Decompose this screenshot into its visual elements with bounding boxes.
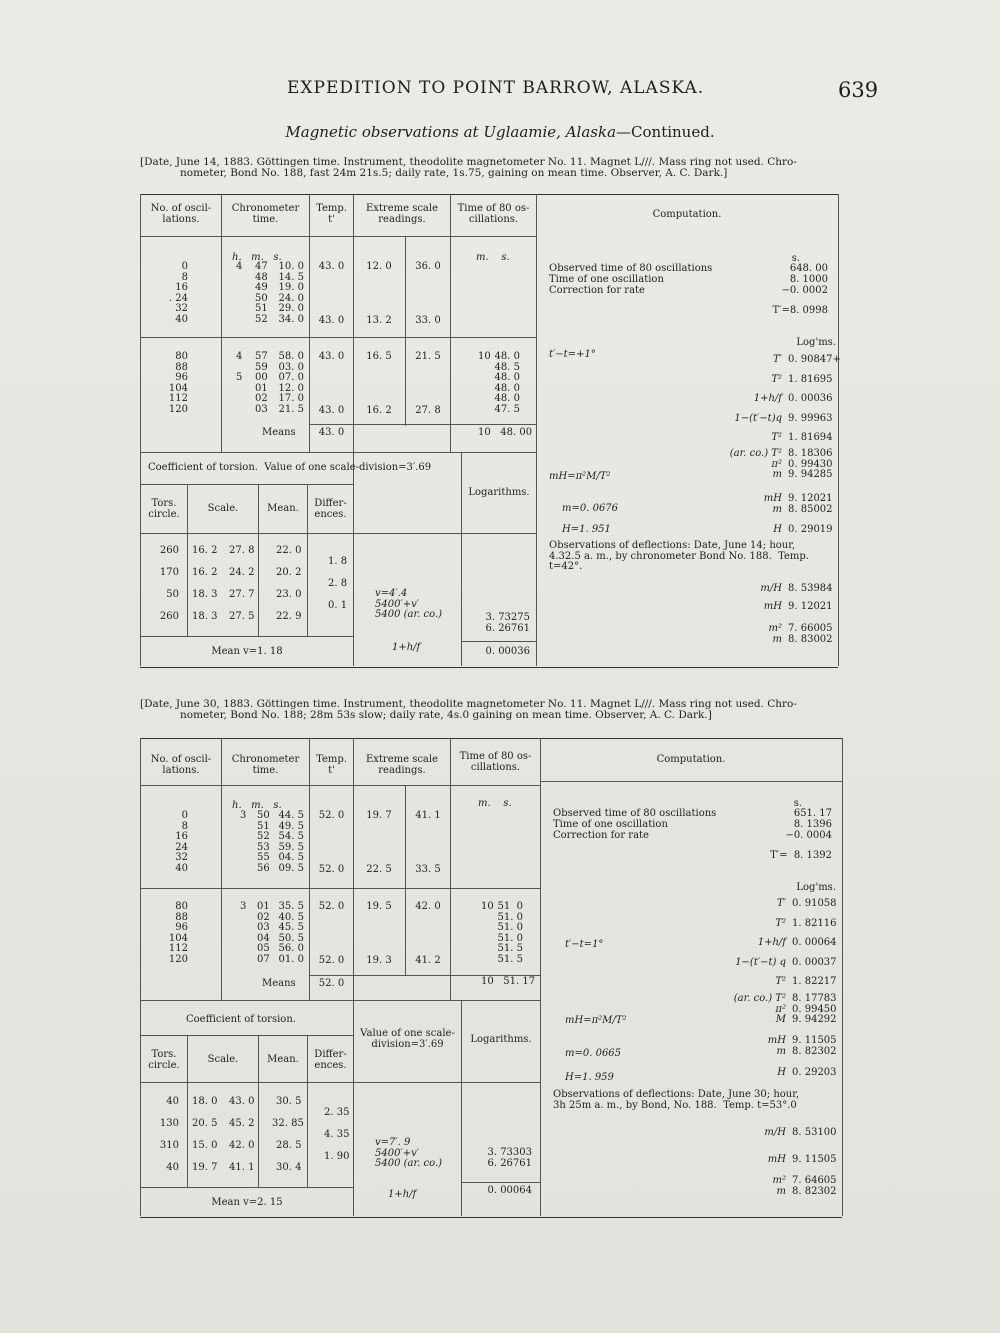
section-title-suffix: —Continued. xyxy=(616,123,715,141)
obs1-mean-3: 22. 9 xyxy=(276,611,302,622)
obs2-scale-r-1: 45. 2 xyxy=(229,1118,255,1129)
obs2-value-div: Value of one scale- division=3′.69 xyxy=(360,1028,455,1050)
obs1-means-label: Means xyxy=(262,427,296,438)
obs1-scale-l-0: 16. 2 xyxy=(192,545,218,556)
obs2-mean-2: 28. 5 xyxy=(276,1140,302,1151)
obs2-scale-l-2: 15. 0 xyxy=(192,1140,218,1151)
obs2-hdr-computation: Computation. xyxy=(656,754,726,765)
obs2-comp-syms: T′ T² 1+h/f 1−(t′−t) q T² xyxy=(735,898,786,987)
obs1-time-b-s: 48. 0 48. 5 48. 0 48. 0 48. 0 47. 5 xyxy=(494,351,520,415)
obs2-log-vals: 3. 73303 6. 26761 xyxy=(487,1147,532,1169)
obs1-m-over-h-val: 8. 53984 xyxy=(788,583,833,594)
obs1-tors-0: 260 xyxy=(159,545,179,556)
obs2-tors-3: 40 xyxy=(166,1162,179,1173)
obs1-m2: m² m xyxy=(768,623,782,645)
obs1-scale-r-3: 27. 5 xyxy=(229,611,255,622)
obs1-obs-time-label: Observed time of 80 oscillations xyxy=(549,263,713,274)
obs2-scale-l-0: 18. 0 xyxy=(192,1096,218,1107)
obs2-log-vals2: 8. 17783 0. 99450 9. 94292 xyxy=(792,993,837,1025)
obs1-scale-r-1: 24. 2 xyxy=(229,567,255,578)
obs2-hdr-mean: Mean. xyxy=(267,1054,299,1065)
obs2-temp-b2: 52. 0 xyxy=(318,955,345,966)
obs2-log-syms3: mH m xyxy=(767,1035,786,1057)
obs2-time-b-m: 10 xyxy=(481,901,494,912)
obs1-mh2-val: 9. 12021 xyxy=(788,601,833,612)
obs2-mh-formula: mH=π²M/T² xyxy=(565,1015,627,1026)
obs1-mh-formula: mH=π²M/T² xyxy=(549,471,611,482)
obs1-m-over-h: m/H xyxy=(760,583,782,594)
obs1-m2-val: 7. 66005 8. 83002 xyxy=(788,623,833,645)
obs2-corr-val: −0. 0004 xyxy=(785,830,832,841)
obs2-ext-b1r: 42. 0 xyxy=(415,901,441,912)
obs1-log-syms3: mH m xyxy=(763,493,782,515)
obs1-logms: Log'ms. xyxy=(796,337,836,348)
obs2-scale-r-0: 43. 0 xyxy=(229,1096,255,1107)
obs1-osc-b: 80 88 96 104 112 120 xyxy=(168,351,188,415)
obs1-corr-val: −0. 0002 xyxy=(781,285,828,296)
obs1-hdr-mean: Mean. xyxy=(267,503,299,514)
obs1-coef-header: Coefficient of torsion. Value of one scale-division=3′.69 xyxy=(148,462,432,473)
obs1-hdr-temp: Temp. t' xyxy=(316,203,347,225)
obs1-chron-a-s: 10. 0 14. 5 19. 0 24. 0 29. 0 34. 0 xyxy=(278,261,304,325)
obs1-hdr-computation: Computation. xyxy=(652,209,722,220)
obs1-tors-3: 260 xyxy=(159,611,179,622)
obs2-m2-val: 7. 64605 8. 82302 xyxy=(792,1175,837,1197)
obs2-intro xyxy=(140,699,840,721)
obs1-hdr-tors: Tors. circle. xyxy=(148,498,180,520)
obs1-comp-syms: T′ T² 1+h/f 1−(t′−t)q T² xyxy=(734,354,782,443)
obs1-intro-line2: nometer, Bond No. 188, fast 24m 21s.5; daily rate, 1s.75, gaining on mean time. Observer, A. C. Dark.] xyxy=(180,167,728,179)
obs1-chron-b-s: 58. 0 03. 0 07. 0 12. 0 17. 0 21. 5 xyxy=(278,351,304,415)
obs1-time-b-m: 10 xyxy=(478,351,491,362)
obs1-obs-time-val: 648. 00 xyxy=(789,263,828,274)
obs2-mean-1: 32. 85 xyxy=(272,1118,304,1129)
obs2-ext-b2l: 19. 3 xyxy=(366,955,392,966)
obs1-scale-l-2: 18. 3 xyxy=(192,589,218,600)
obs2-scale-l-1: 20. 5 xyxy=(192,1118,218,1129)
obs1-mean-1: 20. 2 xyxy=(276,567,302,578)
obs2-tors-2: 310 xyxy=(159,1140,179,1151)
obs1-h-val: H=1. 951 xyxy=(562,524,611,535)
obs1-diff-2: 0. 1 xyxy=(328,600,348,611)
obs1-log-vals2: 8. 18306 0. 99430 9. 94285 xyxy=(788,448,833,480)
obs2-mean-0: 30. 5 xyxy=(276,1096,302,1107)
obs1-ext-b2r: 27. 8 xyxy=(415,405,441,416)
obs1-hdr-chronometer: Chronometer time. xyxy=(231,203,300,225)
obs2-temp-a1: 52. 0 xyxy=(318,810,345,821)
obs2-units-time: m. s. xyxy=(478,798,512,809)
obs1-ext-a1r: 36. 0 xyxy=(415,261,441,272)
obs2-one-h-f: 1+h/f xyxy=(388,1189,417,1200)
obs2-diff-2: 1. 90 xyxy=(324,1151,350,1162)
obs2-t-prime: T′= 8. 1392 xyxy=(770,850,832,861)
obs1-scale-r-2: 27. 7 xyxy=(229,589,255,600)
obs2-temp-a2: 52. 0 xyxy=(318,864,345,875)
obs2-chron-b-s: 35. 5 40. 5 45. 5 50. 5 56. 0 01. 0 xyxy=(278,901,304,965)
obs2-v-block: v=7′. 9 5400′+v′ 5400 (ar. co.) xyxy=(375,1137,443,1169)
obs1-hdr-oscillations: No. of oscil- lations. xyxy=(150,203,212,225)
obs1-log-vals3: 9. 12021 8. 85002 xyxy=(788,493,833,515)
obs1-scale-l-1: 16. 2 xyxy=(192,567,218,578)
section-title-main: Magnetic observations at Uglaamie, Alaska xyxy=(285,123,617,141)
obs1-ext-b1r: 21. 5 xyxy=(415,351,441,362)
obs2-m-over-h-val: 8. 53100 xyxy=(792,1127,837,1138)
obs1-mean-2: 23. 0 xyxy=(276,589,302,600)
obs1-ext-b2l: 16. 2 xyxy=(366,405,392,416)
obs1-temp-b2: 43. 0 xyxy=(318,405,345,416)
obs1-dt: t′−t=+1° xyxy=(549,349,596,360)
obs1-deflections: Observations of deflections: Date, June 14; hour, 4.32.5 a. m., by chronometer Bond No. 188. Temp. t=42°. xyxy=(549,540,809,572)
obs1-h-sym: H xyxy=(773,524,782,535)
obs2-dt: t′−t=1° xyxy=(565,939,604,950)
obs1-hdr-time80: Time of 80 os- cillations. xyxy=(457,203,530,225)
obs2-mh2-val: 9. 11505 xyxy=(792,1154,837,1165)
obs1-one-osc-label: Time of one oscillation xyxy=(549,274,664,285)
obs2-hdr-scale: Scale. xyxy=(207,1054,239,1065)
obs2-ext-a1l: 19. 7 xyxy=(366,810,392,821)
obs2-temp-b1: 52. 0 xyxy=(318,901,345,912)
obs2-osc-b: 80 88 96 104 112 120 xyxy=(168,901,188,965)
obs2-h-val: H=1. 959 xyxy=(565,1072,614,1083)
obs2-log-last: 0. 00064 xyxy=(487,1185,532,1196)
obs2-logarithms-header: Logarithms. xyxy=(470,1034,532,1045)
obs1-t-prime: T′=8. 0998 xyxy=(772,305,828,316)
obs2-logms: Log'ms. xyxy=(796,882,836,893)
running-title: EXPEDITION TO POINT BARROW, ALASKA. xyxy=(287,78,705,98)
obs2-hdr-chronometer: Chronometer time. xyxy=(231,754,300,776)
obs2-one-osc-label: Time of one oscillation xyxy=(553,819,668,830)
obs1-ext-a1l: 12. 0 xyxy=(366,261,392,272)
obs2-mean-3: 30. 4 xyxy=(276,1162,302,1173)
obs1-corr-label: Correction for rate xyxy=(549,285,645,296)
page-number: 639 xyxy=(838,78,879,102)
obs2-obs-time-label: Observed time of 80 oscillations xyxy=(553,808,717,819)
obs2-intro-line1: [Date, June 30, 1883. Göttingen time. Instrument, theodolite magnetometer No. 11. Magnet L///. Mass ring not used. Chro- xyxy=(140,698,797,710)
obs1-log-last: 0. 00036 xyxy=(485,646,530,657)
obs1-chron-a-h: 4 xyxy=(236,261,243,272)
obs2-deflections: Observations of deflections: Date, June 30; hour, 3h 25m a. m., by Bond, No. 188. Temp. t=53°.0 xyxy=(553,1089,800,1111)
obs2-scale-l-3: 19. 7 xyxy=(192,1162,218,1173)
obs1-hdr-scale: Scale. xyxy=(207,503,239,514)
obs2-means-temp: 52. 0 xyxy=(318,978,345,989)
obs2-coef-header: Coefficient of torsion. xyxy=(186,1014,296,1025)
obs1-log-syms2: (ar. co.) T² π² m xyxy=(729,448,782,480)
obs1-diff-0: 1. 8 xyxy=(328,556,348,567)
obs2-log-vals3: 9. 11505 8. 82302 xyxy=(792,1035,837,1057)
obs2-diff-0: 2. 35 xyxy=(324,1107,350,1118)
obs2-means-time: 10 51. 17 xyxy=(481,976,536,987)
obs1-chron-b-m: 57 59 00 01 02 03 xyxy=(255,351,268,415)
obs2-ext-a2l: 22. 5 xyxy=(366,864,392,875)
obs1-scale-l-3: 18. 3 xyxy=(192,611,218,622)
obs2-osc-a: 0 8 16 24 32 40 xyxy=(175,810,188,874)
obs2-ext-b2r: 41. 2 xyxy=(415,955,441,966)
obs2-units-chron: h. m. s. xyxy=(232,800,282,811)
obs1-m-val: m=0. 0676 xyxy=(562,503,619,514)
obs2-hdr-extreme: Extreme scale readings. xyxy=(365,754,439,776)
obs1-chron-a-m: 47 48 49 50 51 52 xyxy=(255,261,268,325)
obs2-h-log: 0. 29203 xyxy=(792,1067,837,1078)
obs1-one-osc-val: 8. 1000 xyxy=(789,274,828,285)
obs1-h-log: 0. 29019 xyxy=(788,524,833,535)
obs1-scale-r-0: 27. 8 xyxy=(229,545,255,556)
obs1-temp-b1: 43. 0 xyxy=(318,351,345,362)
obs1-one-h-f: 1+h/f xyxy=(392,642,421,653)
obs2-chron-a-s: 44. 5 49. 5 54. 5 59. 5 04. 5 09. 5 xyxy=(278,810,304,874)
obs2-ext-a1r: 41. 1 xyxy=(415,810,441,821)
obs2-ext-b1l: 19. 5 xyxy=(366,901,392,912)
obs2-means-label: Means xyxy=(262,978,296,989)
obs1-units-chron: h. m. s. xyxy=(232,252,282,263)
obs2-chron-a-h: 3 xyxy=(240,810,247,821)
obs2-ext-a2r: 33. 5 xyxy=(415,864,441,875)
obs1-temp-a2: 43. 0 xyxy=(318,315,345,326)
obs2-m-val: m=0. 0665 xyxy=(565,1048,622,1059)
obs1-mh2: mH xyxy=(763,601,782,612)
obs1-ext-b1l: 16. 5 xyxy=(366,351,392,362)
obs2-tors-0: 40 xyxy=(166,1096,179,1107)
obs2-chron-b-h: 3 xyxy=(240,901,247,912)
obs2-hdr-temp: Temp. t' xyxy=(316,754,347,776)
obs1-obs-time-unit: s. xyxy=(791,253,800,264)
obs2-hdr-tors: Tors. circle. xyxy=(148,1049,180,1071)
obs1-v-block: v=4′.4 5400′+v′ 5400 (ar. co.) xyxy=(375,588,443,620)
obs2-chron-a-m: 50 51 52 53 55 56 xyxy=(257,810,270,874)
obs1-hdr-diff: Differ- ences. xyxy=(314,498,347,520)
obs2-mh2: mH xyxy=(767,1154,786,1165)
obs2-intro-line2: nometer, Bond No. 188; 28m 53s slow; daily rate, 4s.0 gaining on mean time. Observer, A. C. Dark.] xyxy=(180,709,712,721)
obs1-hdr-extreme: Extreme scale readings. xyxy=(365,203,439,225)
obs2-m2: m² m xyxy=(772,1175,786,1197)
obs1-ext-a2r: 33. 0 xyxy=(415,315,441,326)
obs1-log-vals: 3. 73275 6. 26761 xyxy=(485,612,530,634)
obs2-hdr-time80: Time of 80 os- cillations. xyxy=(459,751,532,773)
obs1-temp-a1: 43. 0 xyxy=(318,261,345,272)
obs2-diff-1: 4. 35 xyxy=(324,1129,350,1140)
obs1-tors-2: 50 xyxy=(166,589,179,600)
obs2-mean-v: Mean v=2. 15 xyxy=(211,1197,283,1208)
obs2-corr-label: Correction for rate xyxy=(553,830,649,841)
obs2-m-over-h: m/H xyxy=(764,1127,786,1138)
obs2-one-osc-val: 8. 1396 xyxy=(793,819,832,830)
obs2-comp-vals: 0. 91058 1. 82116 0. 00064 0. 00037 1. 82217 xyxy=(792,898,837,987)
obs1-intro-line1: [Date, June 14, 1883. Göttingen time. Instrument, theodolite magnetometer No. 11. Magnet L///. Mass ring not used. Chro- xyxy=(140,156,797,168)
obs2-scale-r-2: 42. 0 xyxy=(229,1140,255,1151)
obs1-osc-a: 0 8 16 . 24 32 40 xyxy=(168,261,188,325)
section-title xyxy=(0,123,1000,141)
obs1-logarithms-header: Logarithms. xyxy=(468,487,530,498)
obs2-h-sym: H xyxy=(777,1067,786,1078)
obs2-obs-time-unit: s. xyxy=(793,798,802,809)
obs1-diff-1: 2. 8 xyxy=(328,578,348,589)
obs1-chron-b-h: 4 5 xyxy=(236,351,243,383)
obs2-time-b-s: 51 0 51. 0 51. 0 51. 0 51. 5 51. 5 xyxy=(497,901,523,965)
obs1-mean-v: Mean v=1. 18 xyxy=(211,646,283,657)
obs1-units-time: m. s. xyxy=(476,252,510,263)
running-header xyxy=(0,78,1000,108)
obs2-scale-r-3: 41. 1 xyxy=(229,1162,255,1173)
obs2-obs-time-val: 651. 17 xyxy=(793,808,832,819)
obs1-means-temp: 43. 0 xyxy=(318,427,345,438)
obs2-log-syms2: (ar. co.) T² π² M xyxy=(733,993,786,1025)
obs1-comp-vals: 0. 90847+ 1. 81695 0. 00036 9. 99963 1. 81694 xyxy=(788,354,841,443)
obs1-ext-a2l: 13. 2 xyxy=(366,315,392,326)
obs2-tors-1: 130 xyxy=(159,1118,179,1129)
obs2-chron-b-m: 01 02 03 04 05 07 xyxy=(257,901,270,965)
obs1-means-time: 10 48. 00 xyxy=(478,427,533,438)
obs1-tors-1: 170 xyxy=(159,567,179,578)
obs2-hdr-oscillations: No. of oscil- lations. xyxy=(150,754,212,776)
obs2-hdr-diff: Differ- ences. xyxy=(314,1049,347,1071)
obs1-intro xyxy=(140,157,840,179)
obs1-mean-0: 22. 0 xyxy=(276,545,302,556)
